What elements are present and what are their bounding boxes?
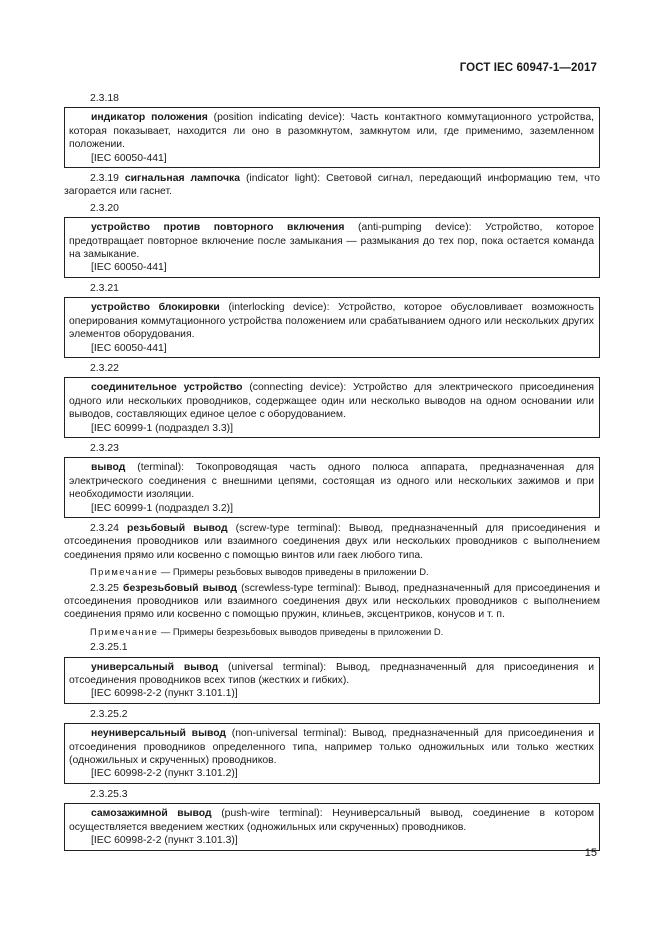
- clause-number: 2.3.25: [90, 582, 119, 594]
- clause-number: 2.3.25.3: [90, 788, 128, 800]
- note-label: Примечание: [90, 625, 159, 637]
- reference: [IEC 60050-441]: [91, 262, 167, 274]
- term: самозажимной вывод: [91, 808, 212, 820]
- definition-box: [64, 377, 600, 438]
- reference: [IEC 60998-2-2 (пункт 3.101.2)]: [91, 768, 238, 780]
- term: устройство против повторного включения: [91, 222, 345, 234]
- term: соединительное устройство: [91, 382, 243, 394]
- definition-text: (indicator light): Световой сигнал, передающий информацию тем, что загорается или гаснет.: [64, 173, 600, 198]
- definition-box: [64, 657, 600, 704]
- term: сигнальная лампочка: [124, 173, 240, 185]
- clause-number: 2.3.23: [90, 442, 119, 454]
- reference: [IEC 60998-2-2 (пункт 3.101.3)]: [91, 835, 238, 847]
- definition-text: (screwless-type terminal): Вывод, предназначенный для присоединения и отсоединения проводников или взаимного соединения двух или нескольких проводников с выполнением соединения прямо или косвенно с помощью пружин, клиньев, эксцентриков, конусов и т. п.: [64, 582, 600, 621]
- note: [64, 625, 600, 638]
- clause-number: 2.3.21: [90, 282, 119, 294]
- term: неуниверсальный вывод: [91, 728, 227, 740]
- definition-text: (position indicating device): Часть контактного коммутационного устройства, которая показывает, находится ли оно в разомкнутом, замкнутом или, где применимо, заземленном положении.: [69, 112, 594, 151]
- clause-number: 2.3.25.1: [90, 642, 128, 654]
- definition-text: (push-wire terminal): Неуниверсальный вывод, соединение в котором осуществляется введением жестких (одножильных или скрученных) проводников.: [69, 808, 595, 833]
- document-header: ГОСТ IEC 60947-1—2017: [459, 62, 597, 74]
- definition-box: [64, 803, 600, 850]
- definition-text: (screw-type terminal): Вывод, предназначенный для присоединения и отсоединения проводников или взаимного соединения двух или нескольких проводников с выполнением соединения прямо или косвенно с помощью винтов или гаек любого типа.: [64, 522, 601, 561]
- note-text: — Примеры резьбовых выводов приведены в приложении D.: [158, 566, 429, 578]
- note: [64, 565, 600, 578]
- reference: [IEC 60050-441]: [91, 342, 167, 354]
- document-body: [64, 92, 600, 855]
- reference: [IEC 60999-1 (подраздел 3.2)]: [91, 502, 234, 514]
- page-number: 15: [584, 847, 597, 859]
- reference: [IEC 60050-441]: [91, 152, 167, 164]
- term: резьбовый вывод: [127, 522, 228, 534]
- term: индикатор положения: [91, 112, 208, 124]
- reference: [IEC 60998-2-2 (пункт 3.101.1)]: [91, 688, 238, 700]
- term: безрезьбовый вывод: [123, 582, 237, 594]
- term: устройство блокировки: [91, 302, 220, 314]
- clause-number: 2.3.22: [90, 362, 119, 374]
- definition-text: (anti-pumping device): Устройство, которое предотвращает повторное включение после замыкания — размыкания до тех пор, пока остается команда на замыкание.: [69, 222, 594, 261]
- clause-number: 2.3.19: [90, 173, 119, 185]
- definition-paragraph: [64, 172, 600, 199]
- definition-box: [64, 217, 600, 278]
- definition-text: (connecting device): Устройство для электрического присоединения одного или нескольких проводников, содержащее один или несколько выводов на одном основании или выводов, составляющих единое целое с оборудованием.: [69, 382, 594, 421]
- definition-text: (non-universal terminal): Вывод, предназначенный для присоединения и отсоединения проводников определенного типа, например только одножильных или только жестких (одножильных и скрученных) проводников.: [69, 728, 595, 767]
- clause-number: 2.3.18: [90, 93, 119, 104]
- term: вывод: [91, 462, 126, 474]
- note-label: Примечание: [90, 566, 159, 578]
- definition-text: (universal terminal): Вывод, предназначенный для присоединения и отсоединения проводников всех типов (жестких и гибких).: [69, 661, 595, 687]
- definition-paragraph: [64, 522, 600, 562]
- definition-box: [64, 723, 600, 784]
- reference: [IEC 60999-1 (подраздел 3.3)]: [91, 422, 234, 434]
- definition-box: [64, 457, 600, 518]
- note-text: — Примеры безрезьбовых выводов приведены в приложении D.: [158, 625, 444, 637]
- clause-number: 2.3.25.2: [90, 708, 128, 720]
- definition-box: [64, 297, 600, 358]
- definition-text: (interlocking device): Устройство, которое обусловливает возможность оперирования коммутационного устройства положением или срабатыванием одного или нескольких других элементов оборудования.: [69, 302, 594, 341]
- clause-number: 2.3.24: [90, 522, 119, 534]
- definition-paragraph: [64, 582, 600, 622]
- clause-number: 2.3.20: [90, 202, 119, 214]
- definition-text: (terminal): Токопроводящая часть одного полюса аппарата, предназначенная для электрического соединения с внешними цепями, состоящая из одного или нескольких зажимов и при необходимости изоляции.: [69, 462, 594, 501]
- term: универсальный вывод: [91, 661, 219, 673]
- definition-box: [64, 107, 600, 168]
